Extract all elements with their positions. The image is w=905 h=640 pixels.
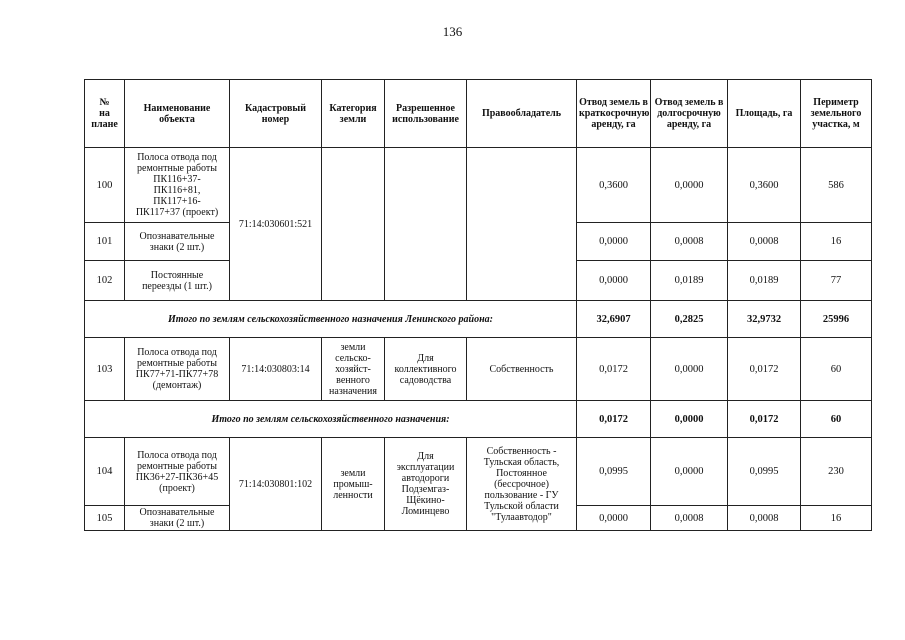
short-lease: 0,0000: [577, 223, 651, 261]
area: 0,0995: [728, 438, 801, 506]
long-lease: 0,0000: [651, 338, 728, 401]
col-header-cadastral: Кадастровый номер: [230, 80, 322, 148]
short-lease: 0,0000: [577, 506, 651, 531]
page-number: 136: [442, 24, 463, 39]
long-lease: 0,0000: [651, 438, 728, 506]
row-num: 101: [85, 223, 125, 261]
owner: Собственность - Тульская область, Постоянное (бессрочное) пользование - ГУ Тульской области "Тулаавтодор": [467, 438, 577, 531]
table-row: [85, 338, 872, 401]
total-area: 32,9732: [728, 301, 801, 338]
total-row: [85, 301, 872, 338]
col-header-name: Наименование объекта: [125, 80, 230, 148]
land-category: земли промыш- ленности: [322, 438, 385, 531]
owner: Собственность: [467, 338, 577, 401]
area: 0,3600: [728, 148, 801, 223]
col-header-long-lease: Отвод земель в долгосрочную аренду, га: [651, 80, 728, 148]
col-header-owner: Правообладатель: [467, 80, 577, 148]
table-row: [85, 438, 872, 506]
total-perimeter: 60: [801, 401, 872, 438]
area: 0,0008: [728, 223, 801, 261]
col-header-short-lease: Отвод земель в краткосрочную аренду, га: [577, 80, 651, 148]
area: 0,0008: [728, 506, 801, 531]
row-num: 100: [85, 148, 125, 223]
total-long-lease: 0,0000: [651, 401, 728, 438]
short-lease: 0,0995: [577, 438, 651, 506]
cadastral-number: 71:14:030601:521: [230, 148, 322, 301]
owner: [467, 148, 577, 301]
land-category: земли сельско- хозяйст- венного назначения: [322, 338, 385, 401]
permitted-use: Для коллективного садоводства: [385, 338, 467, 401]
object-name: Опознавательные знаки (2 шт.): [125, 223, 230, 261]
area: 0,0172: [728, 338, 801, 401]
long-lease: 0,0000: [651, 148, 728, 223]
total-long-lease: 0,2825: [651, 301, 728, 338]
perimeter: 60: [801, 338, 872, 401]
object-name: Полоса отвода под ремонтные работы ПК77+71-ПК77+78 (демонтаж): [125, 338, 230, 401]
perimeter: 16: [801, 223, 872, 261]
land-table: [84, 79, 872, 531]
short-lease: 0,0172: [577, 338, 651, 401]
object-name: Опознавательные знаки (2 шт.): [125, 506, 230, 531]
total-area: 0,0172: [728, 401, 801, 438]
long-lease: 0,0008: [651, 506, 728, 531]
object-name: Полоса отвода под ремонтные работы ПК116+37- ПК116+81, ПК117+16- ПК117+37 (проект): [125, 148, 230, 223]
short-lease: 0,3600: [577, 148, 651, 223]
row-num: 103: [85, 338, 125, 401]
total-label: Итого по землям сельскохозяйственного назначения Ленинского района:: [85, 301, 577, 338]
col-header-area: Площадь, га: [728, 80, 801, 148]
object-name: Постоянные переезды (1 шт.): [125, 261, 230, 301]
land-category: [322, 148, 385, 301]
perimeter: 77: [801, 261, 872, 301]
total-row: [85, 401, 872, 438]
col-header-num: № на плане: [85, 80, 125, 148]
table-row: [85, 148, 872, 223]
row-num: 104: [85, 438, 125, 506]
col-header-permitted-use: Разрешенное использование: [385, 80, 467, 148]
col-header-perimeter: Периметр земельного участка, м: [801, 80, 872, 148]
cadastral-number: 71:14:030803:14: [230, 338, 322, 401]
row-num: 102: [85, 261, 125, 301]
long-lease: 0,0008: [651, 223, 728, 261]
perimeter: 230: [801, 438, 872, 506]
perimeter: 16: [801, 506, 872, 531]
total-short-lease: 32,6907: [577, 301, 651, 338]
row-num: 105: [85, 506, 125, 531]
cadastral-number: 71:14:030801:102: [230, 438, 322, 531]
total-label: Итого по землям сельскохозяйственного назначения:: [85, 401, 577, 438]
perimeter: 586: [801, 148, 872, 223]
short-lease: 0,0000: [577, 261, 651, 301]
col-header-category: Категория земли: [322, 80, 385, 148]
total-perimeter: 25996: [801, 301, 872, 338]
long-lease: 0,0189: [651, 261, 728, 301]
permitted-use: Для эксплуатации автодороги Подземгаз- Щёкино- Ломинцево: [385, 438, 467, 531]
permitted-use: [385, 148, 467, 301]
header-row: [85, 80, 872, 148]
total-short-lease: 0,0172: [577, 401, 651, 438]
area: 0,0189: [728, 261, 801, 301]
object-name: Полоса отвода под ремонтные работы ПК36+27-ПК36+45 (проект): [125, 438, 230, 506]
